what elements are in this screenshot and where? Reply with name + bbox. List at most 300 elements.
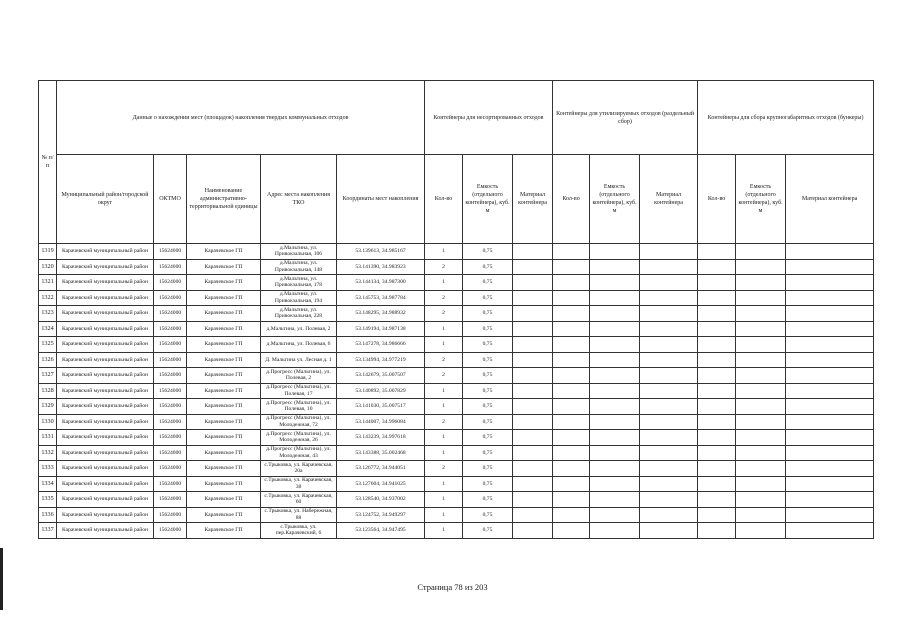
cell-empty [590, 275, 640, 291]
cell-address: с.Трыковка, ул. пер.Карачевский, 6 [261, 523, 337, 539]
cell-address: д.Прогресс (Мальтина), ул. Молодежная, 72 [261, 414, 337, 430]
cell-empty [553, 430, 590, 446]
cell-qty: 1 [425, 492, 463, 508]
cell-district: Карачевский муниципальный район [57, 352, 154, 368]
cell-oktmo: 15624000 [154, 476, 187, 492]
header-material-unsorted: Материал контейнера [513, 155, 553, 244]
cell-empty [640, 523, 698, 539]
cell-qty: 1 [425, 476, 463, 492]
cell-qty: 1 [425, 445, 463, 461]
cell-territory: Карачевское ГП [187, 352, 261, 368]
table-row [39, 244, 874, 260]
cell-empty [590, 337, 640, 353]
cell-oktmo: 15624000 [154, 492, 187, 508]
cell-qty: 2 [425, 259, 463, 275]
cell-empty [640, 259, 698, 275]
cell-empty [590, 414, 640, 430]
cell-qty: 2 [425, 414, 463, 430]
cell-qty: 1 [425, 321, 463, 337]
cell-empty [698, 523, 736, 539]
cell-district: Карачевский муниципальный район [57, 399, 154, 415]
header-group-recycled: Контейнеры для утилизируемых отходов (раздельный сбор) [553, 81, 698, 155]
cell-oktmo: 15624000 [154, 507, 187, 523]
cell-num: 1320 [39, 259, 57, 275]
table-row [39, 523, 874, 539]
cell-empty [698, 399, 736, 415]
cell-empty [553, 352, 590, 368]
table-row [39, 259, 874, 275]
cell-empty [736, 507, 786, 523]
header-group-location: Данные о нахождении мест (площадок) накопления твердых коммунальных отходов [57, 81, 425, 155]
cell-address: д.Мальтина, ул. Привокзальная, 228 [261, 306, 337, 322]
cell-empty [736, 523, 786, 539]
cell-qty: 2 [425, 352, 463, 368]
cell-district: Карачевский муниципальный район [57, 414, 154, 430]
cell-empty [786, 461, 874, 477]
cell-empty [786, 321, 874, 337]
cell-empty [698, 430, 736, 446]
cell-empty [698, 461, 736, 477]
cell-empty [698, 414, 736, 430]
cell-empty [513, 290, 553, 306]
cell-district: Карачевский муниципальный район [57, 430, 154, 446]
cell-address: д.Мальтина, ул. Привокзальная, 106 [261, 244, 337, 260]
cell-num: 1322 [39, 290, 57, 306]
cell-coords: 53.144007, 34.996084 [337, 414, 425, 430]
cell-empty [736, 259, 786, 275]
cell-num: 1334 [39, 476, 57, 492]
cell-empty [736, 306, 786, 322]
cell-address: д.Прогресс (Мальтина), ул. Полевая, 17 [261, 383, 337, 399]
cell-empty [553, 476, 590, 492]
cell-empty [513, 445, 553, 461]
cell-district: Карачевский муниципальный район [57, 461, 154, 477]
cell-empty [513, 244, 553, 260]
cell-empty [553, 492, 590, 508]
cell-empty [698, 476, 736, 492]
cell-territory: Карачевское ГП [187, 337, 261, 353]
table-row [39, 368, 874, 384]
cell-address: с.Трыковка, ул. Карачевская, 60 [261, 492, 337, 508]
cell-address: с.Трыковка, ул. Карачевская, 38 [261, 476, 337, 492]
cell-qty: 1 [425, 383, 463, 399]
header-material-recycled: Материал контейнера [640, 155, 698, 244]
cell-address: д.Прогресс (Мальтина), ул. Полевая, 2 [261, 368, 337, 384]
cell-empty [590, 290, 640, 306]
cell-num: 1327 [39, 368, 57, 384]
cell-empty [513, 523, 553, 539]
cell-empty [553, 259, 590, 275]
cell-empty [553, 461, 590, 477]
cell-capacity: 0,75 [463, 399, 513, 415]
cell-district: Карачевский муниципальный район [57, 321, 154, 337]
cell-coords: 53.124752, 34.949297 [337, 507, 425, 523]
table-row [39, 461, 874, 477]
cell-empty [640, 352, 698, 368]
cell-num: 1333 [39, 461, 57, 477]
cell-oktmo: 15624000 [154, 414, 187, 430]
cell-territory: Карачевское ГП [187, 507, 261, 523]
cell-district: Карачевский муниципальный район [57, 507, 154, 523]
cell-address: д.Мальтина, ул. Привокзальная, 148 [261, 259, 337, 275]
cell-capacity: 0,75 [463, 507, 513, 523]
cell-oktmo: 15624000 [154, 383, 187, 399]
cell-coords: 53.143388, 35.002468 [337, 445, 425, 461]
cell-address: д.Мальтина, ул. Привокзальная, 194 [261, 290, 337, 306]
cell-territory: Карачевское ГП [187, 244, 261, 260]
cell-empty [786, 337, 874, 353]
cell-territory: Карачевское ГП [187, 414, 261, 430]
cell-empty [736, 337, 786, 353]
cell-empty [590, 259, 640, 275]
cell-empty [590, 523, 640, 539]
cell-empty [590, 461, 640, 477]
cell-qty: 1 [425, 399, 463, 415]
cell-territory: Карачевское ГП [187, 275, 261, 291]
cell-num: 1324 [39, 321, 57, 337]
cell-territory: Карачевское ГП [187, 399, 261, 415]
cell-address: с.Трыковка, ул. Набережная, 88 [261, 507, 337, 523]
cell-empty [553, 507, 590, 523]
cell-num: 1323 [39, 306, 57, 322]
cell-oktmo: 15624000 [154, 430, 187, 446]
cell-empty [640, 275, 698, 291]
header-district: Муниципальный район/городской округ [57, 155, 154, 244]
cell-empty [553, 337, 590, 353]
cell-territory: Карачевское ГП [187, 321, 261, 337]
cell-district: Карачевский муниципальный район [57, 244, 154, 260]
cell-empty [513, 430, 553, 446]
cell-empty [786, 244, 874, 260]
cell-empty [513, 337, 553, 353]
cell-empty [590, 430, 640, 446]
table-row [39, 507, 874, 523]
cell-territory: Карачевское ГП [187, 306, 261, 322]
cell-empty [640, 507, 698, 523]
cell-capacity: 0,75 [463, 476, 513, 492]
cell-oktmo: 15624000 [154, 306, 187, 322]
table-row [39, 399, 874, 415]
cell-district: Карачевский муниципальный район [57, 306, 154, 322]
cell-empty [553, 399, 590, 415]
cell-empty [513, 368, 553, 384]
cell-empty [640, 461, 698, 477]
cell-coords: 53.127604, 34.941025 [337, 476, 425, 492]
table-row [39, 275, 874, 291]
cell-empty [736, 275, 786, 291]
cell-empty [640, 445, 698, 461]
cell-empty [553, 321, 590, 337]
cell-oktmo: 15624000 [154, 259, 187, 275]
header-address: Адрес места накопления ТКО [261, 155, 337, 244]
cell-empty [513, 275, 553, 291]
cell-capacity: 0,75 [463, 306, 513, 322]
cell-empty [736, 383, 786, 399]
header-coords: Координаты мест накопления [337, 155, 425, 244]
cell-empty [513, 352, 553, 368]
cell-empty [590, 383, 640, 399]
cell-coords: 53.145753, 34.987784 [337, 290, 425, 306]
cell-qty: 2 [425, 461, 463, 477]
header-qty-bulky: Кол-во [698, 155, 736, 244]
cell-coords: 53.143239, 34.997618 [337, 430, 425, 446]
cell-address: с.Трыковка, ул. Карачевская, 20а [261, 461, 337, 477]
cell-empty [698, 368, 736, 384]
cell-empty [698, 352, 736, 368]
cell-empty [786, 399, 874, 415]
cell-empty [736, 445, 786, 461]
cell-empty [736, 244, 786, 260]
cell-num: 1325 [39, 337, 57, 353]
cell-capacity: 0,75 [463, 290, 513, 306]
cell-empty [553, 414, 590, 430]
cell-empty [640, 290, 698, 306]
header-capacity-bulky: Емкость (отдельного контейнера), куб. м [736, 155, 786, 244]
cell-empty [513, 461, 553, 477]
cell-coords: 53.126772, 34.944051 [337, 461, 425, 477]
header-qty-unsorted: Кол-во [425, 155, 463, 244]
cell-empty [590, 399, 640, 415]
cell-num: 1328 [39, 383, 57, 399]
cell-empty [698, 321, 736, 337]
page-edge-mark [0, 548, 3, 610]
cell-address: д.Мальтина, ул. Полевая, 6 [261, 337, 337, 353]
table-row [39, 492, 874, 508]
cell-empty [590, 492, 640, 508]
cell-num: 1321 [39, 275, 57, 291]
table-row [39, 414, 874, 430]
cell-num: 1332 [39, 445, 57, 461]
cell-oktmo: 15624000 [154, 244, 187, 260]
cell-territory: Карачевское ГП [187, 430, 261, 446]
cell-empty [698, 337, 736, 353]
cell-empty [736, 321, 786, 337]
cell-qty: 1 [425, 275, 463, 291]
cell-coords: 53.144134, 34.987300 [337, 275, 425, 291]
cell-coords: 53.140892, 35.007829 [337, 383, 425, 399]
cell-qty: 1 [425, 430, 463, 446]
cell-capacity: 0,75 [463, 445, 513, 461]
table-row [39, 352, 874, 368]
waste-sites-register-table [38, 80, 874, 539]
cell-empty [590, 445, 640, 461]
cell-capacity: 0,75 [463, 352, 513, 368]
cell-coords: 53.142679, 35.007507 [337, 368, 425, 384]
cell-empty [640, 244, 698, 260]
cell-territory: Карачевское ГП [187, 476, 261, 492]
cell-empty [736, 352, 786, 368]
cell-empty [786, 290, 874, 306]
cell-district: Карачевский муниципальный район [57, 476, 154, 492]
cell-empty [736, 368, 786, 384]
cell-empty [786, 306, 874, 322]
header-capacity-recycled: Емкость (отдельного контейнера), куб. м [590, 155, 640, 244]
cell-empty [553, 523, 590, 539]
cell-district: Карачевский муниципальный район [57, 259, 154, 275]
cell-empty [698, 383, 736, 399]
cell-address: д.Мальтина, ул. Привокзальная, 178 [261, 275, 337, 291]
cell-empty [786, 476, 874, 492]
table-row [39, 306, 874, 322]
cell-empty [513, 259, 553, 275]
cell-empty [513, 414, 553, 430]
header-material-bulky: Материал контейнера [786, 155, 874, 244]
cell-capacity: 0,75 [463, 430, 513, 446]
cell-coords: 53.141030, 35.007517 [337, 399, 425, 415]
cell-territory: Карачевское ГП [187, 383, 261, 399]
cell-capacity: 0,75 [463, 368, 513, 384]
cell-coords: 53.149194, 34.987138 [337, 321, 425, 337]
cell-qty: 2 [425, 306, 463, 322]
cell-empty [590, 507, 640, 523]
cell-coords: 53.123564, 34.947495 [337, 523, 425, 539]
cell-empty [590, 368, 640, 384]
cell-empty [786, 492, 874, 508]
table-row [39, 337, 874, 353]
cell-territory: Карачевское ГП [187, 461, 261, 477]
cell-capacity: 0,75 [463, 337, 513, 353]
cell-qty: 2 [425, 368, 463, 384]
cell-num: 1319 [39, 244, 57, 260]
cell-territory: Карачевское ГП [187, 368, 261, 384]
header-num: № п/п [39, 81, 57, 244]
cell-coords: 53.139613, 34.985167 [337, 244, 425, 260]
register-rows [39, 244, 874, 539]
cell-empty [513, 321, 553, 337]
cell-district: Карачевский муниципальный район [57, 290, 154, 306]
cell-oktmo: 15624000 [154, 337, 187, 353]
cell-oktmo: 15624000 [154, 321, 187, 337]
cell-oktmo: 15624000 [154, 368, 187, 384]
cell-oktmo: 15624000 [154, 445, 187, 461]
cell-empty [786, 507, 874, 523]
cell-empty [640, 368, 698, 384]
cell-empty [736, 461, 786, 477]
cell-empty [640, 492, 698, 508]
header-group-unsorted: Контейнеры для несортированных отходов [425, 81, 553, 155]
cell-empty [640, 321, 698, 337]
header-qty-recycled: Кол-во [553, 155, 590, 244]
cell-num: 1329 [39, 399, 57, 415]
cell-capacity: 0,75 [463, 244, 513, 260]
cell-territory: Карачевское ГП [187, 492, 261, 508]
cell-capacity: 0,75 [463, 383, 513, 399]
cell-coords: 53.128540, 34.937002 [337, 492, 425, 508]
cell-district: Карачевский муниципальный район [57, 275, 154, 291]
cell-capacity: 0,75 [463, 492, 513, 508]
cell-empty [698, 259, 736, 275]
cell-empty [640, 383, 698, 399]
cell-empty [590, 476, 640, 492]
cell-qty: 1 [425, 337, 463, 353]
cell-empty [640, 476, 698, 492]
header-capacity-unsorted: Емкость (отдельного контейнера), куб. м [463, 155, 513, 244]
cell-capacity: 0,75 [463, 321, 513, 337]
table-row [39, 430, 874, 446]
cell-capacity: 0,75 [463, 523, 513, 539]
cell-empty [590, 306, 640, 322]
cell-empty [736, 290, 786, 306]
cell-coords: 53.141390, 34.983923 [337, 259, 425, 275]
cell-empty [513, 399, 553, 415]
cell-empty [553, 290, 590, 306]
cell-empty [698, 445, 736, 461]
cell-district: Карачевский муниципальный район [57, 368, 154, 384]
cell-empty [786, 368, 874, 384]
cell-district: Карачевский муниципальный район [57, 492, 154, 508]
cell-empty [698, 244, 736, 260]
cell-district: Карачевский муниципальный район [57, 445, 154, 461]
table-row [39, 321, 874, 337]
cell-address: д.Прогресс (Мальтина), ул. Молодежная, 43 [261, 445, 337, 461]
cell-coords: 53.134994, 34.977219 [337, 352, 425, 368]
cell-empty [590, 244, 640, 260]
cell-empty [640, 306, 698, 322]
cell-address: д.Прогресс (Мальтина), ул. Полевая, 10 [261, 399, 337, 415]
cell-empty [698, 306, 736, 322]
cell-district: Карачевский муниципальный район [57, 337, 154, 353]
cell-empty [698, 290, 736, 306]
cell-empty [736, 399, 786, 415]
cell-empty [513, 492, 553, 508]
cell-empty [590, 321, 640, 337]
cell-empty [698, 275, 736, 291]
cell-coords: 53.147278, 34.986666 [337, 337, 425, 353]
cell-num: 1330 [39, 414, 57, 430]
cell-empty [736, 476, 786, 492]
cell-qty: 1 [425, 244, 463, 260]
cell-empty [786, 383, 874, 399]
cell-address: д.Прогресс (Мальтина), ул. Молодежная, 26 [261, 430, 337, 446]
table-row [39, 445, 874, 461]
cell-address: д.Мальтина, ул. Полевая, 2 [261, 321, 337, 337]
cell-district: Карачевский муниципальный район [57, 523, 154, 539]
cell-empty [786, 523, 874, 539]
cell-empty [786, 259, 874, 275]
cell-capacity: 0,75 [463, 414, 513, 430]
cell-oktmo: 15624000 [154, 523, 187, 539]
table-row [39, 290, 874, 306]
cell-capacity: 0,75 [463, 275, 513, 291]
cell-empty [786, 414, 874, 430]
cell-num: 1335 [39, 492, 57, 508]
cell-qty: 2 [425, 290, 463, 306]
cell-num: 1336 [39, 507, 57, 523]
cell-district: Карачевский муниципальный район [57, 383, 154, 399]
cell-oktmo: 15624000 [154, 399, 187, 415]
header-oktmo: ОКТМО [154, 155, 187, 244]
cell-empty [553, 445, 590, 461]
cell-oktmo: 15624000 [154, 461, 187, 477]
cell-oktmo: 15624000 [154, 275, 187, 291]
cell-coords: 53.148295, 34.988932 [337, 306, 425, 322]
cell-empty [590, 352, 640, 368]
cell-empty [786, 352, 874, 368]
cell-territory: Карачевское ГП [187, 445, 261, 461]
cell-empty [786, 430, 874, 446]
cell-territory: Карачевское ГП [187, 290, 261, 306]
cell-empty [698, 507, 736, 523]
cell-capacity: 0,75 [463, 259, 513, 275]
cell-empty [553, 244, 590, 260]
cell-empty [513, 476, 553, 492]
cell-empty [640, 430, 698, 446]
cell-empty [513, 383, 553, 399]
header-group-bulky: Контейнеры для сбора крупногабаритных отходов (бункеры) [698, 81, 874, 155]
cell-empty [553, 383, 590, 399]
cell-empty [736, 430, 786, 446]
cell-capacity: 0,75 [463, 461, 513, 477]
